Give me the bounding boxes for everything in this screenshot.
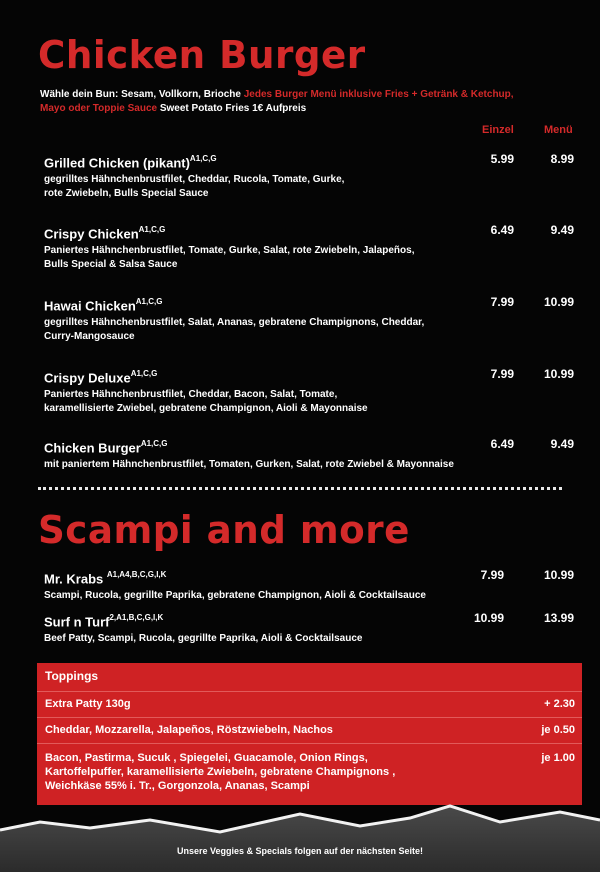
- dotted-divider: [38, 487, 562, 490]
- price-single: 6.49: [490, 437, 514, 451]
- price-single: 7.99: [490, 367, 514, 381]
- item-name: Surf n Turf: [44, 614, 110, 630]
- item-description: Paniertes Hähnchenbrustfilet, Cheddar, Bacon, Salat, Tomate,: [44, 389, 338, 401]
- chicken-burger-heading: Chicken Burger: [38, 33, 366, 77]
- menu-item-crispy-chicken: [44, 223, 574, 272]
- price-single: 6.49: [490, 223, 514, 237]
- topping-row-premium: [45, 751, 575, 793]
- price-menu: 10.99: [543, 367, 574, 381]
- item-description-2: Bulls Special & Salsa Sauce: [44, 259, 178, 271]
- price-menu: 13.99: [543, 611, 574, 625]
- item-name: Hawai Chicken: [44, 298, 136, 314]
- menu-item-surf-n-turf: [44, 611, 574, 646]
- price-menu: 9.49: [550, 223, 574, 237]
- scampi-heading: Scampi and more: [38, 508, 410, 552]
- toppings-box: [37, 663, 582, 805]
- allergen-codes: A1,C,G: [135, 297, 163, 306]
- column-single-header: Einzel: [482, 124, 514, 136]
- topping-text: Bacon, Pastirma, Sucuk , Spiegelei, Guacamole, Onion Rings,: [45, 752, 368, 764]
- item-description-2: rote Zwiebeln, Bulls Special Sauce: [44, 188, 209, 200]
- item-name: Mr. Krabs: [44, 571, 107, 587]
- topping-row-cheese: [45, 723, 575, 737]
- allergen-codes: 2,A1,B,C,G,I,K: [109, 613, 164, 622]
- item-description-2: Curry-Mangosauce: [44, 331, 135, 343]
- price-menu: 8.99: [550, 152, 574, 166]
- footer-note: Unsere Veggies & Specials folgen auf der nächsten Seite!: [176, 846, 424, 856]
- item-description: gegrilltes Hähnchenbrustfilet, Cheddar, Rucola, Tomate, Gurke,: [44, 174, 345, 186]
- toppings-title: Toppings: [45, 669, 99, 683]
- price-menu: 10.99: [543, 568, 574, 582]
- topping-price: je 0.50: [541, 724, 575, 736]
- price-single: 7.99: [480, 568, 504, 582]
- menu-info-text: Jedes Burger Menü inklusive Fries + Getränk & Ketchup, Mayo oder Toppie Sauce: [40, 89, 514, 114]
- allergen-codes: A1,C,G: [130, 369, 158, 378]
- price-single: 5.99: [490, 152, 514, 166]
- bun-choice-text: Wähle dein Bun: Sesam, Vollkorn, Brioche: [40, 89, 244, 100]
- topping-price: je 1.00: [541, 752, 575, 764]
- chalkboard-footer-graphic: [0, 800, 600, 872]
- item-name: Crispy Deluxe: [44, 370, 131, 386]
- topping-text: Cheddar, Mozzarella, Jalapeños, Röstzwiebeln, Nachos: [45, 724, 333, 736]
- menu-item-chicken-burger: [44, 437, 574, 472]
- sweet-potato-text: Sweet Potato Fries 1€ Aufpreis: [159, 103, 307, 114]
- allergen-codes: A1,C,G: [189, 154, 217, 163]
- price-menu: 10.99: [543, 295, 574, 309]
- item-description: Scampi, Rucola, gegrillte Paprika, gebratene Champignon, Aioli & Cocktailsauce: [44, 590, 426, 602]
- menu-item-grilled-chicken: [44, 152, 574, 201]
- item-name: Chicken Burger: [44, 440, 141, 456]
- item-description: mit paniertem Hähnchenbrustfilet, Tomaten, Gurken, Salat, rote Zwiebel & Mayonnaise: [44, 459, 454, 471]
- toppings-separator: [37, 743, 582, 744]
- topping-text-2: Kartoffelpuffer, karamellisierte Zwiebeln, gebratene Champignons ,: [45, 766, 396, 778]
- price-single: 10.99: [473, 611, 504, 625]
- menu-item-crispy-deluxe: [44, 367, 574, 416]
- toppings-separator: [37, 691, 582, 692]
- toppings-separator: [37, 717, 582, 718]
- price-single: 7.99: [490, 295, 514, 309]
- menu-item-hawai-chicken: [44, 295, 574, 344]
- item-description: Paniertes Hähnchenbrustfilet, Tomate, Gurke, Salat, rote Zwiebeln, Jalapeños,: [44, 245, 415, 257]
- topping-text-3: Weichkäse 55% i. Tr., Gorgonzola, Ananas, Scampi: [45, 780, 310, 792]
- intro-text: [40, 88, 520, 116]
- item-description: Beef Patty, Scampi, Rucola, gegrillte Paprika, Aioli & Cocktailsauce: [44, 633, 363, 645]
- allergen-codes: A1,C,G: [138, 225, 166, 234]
- topping-text: Extra Patty 130g: [45, 698, 131, 710]
- price-menu: 9.49: [550, 437, 574, 451]
- menu-item-mr-krabs: [44, 568, 574, 603]
- allergen-codes: A1,A4,B,C,G,I,K: [106, 570, 167, 579]
- item-name: Grilled Chicken (pikant): [44, 155, 190, 171]
- item-description: gegrilltes Hähnchenbrustfilet, Salat, Ananas, gebratene Champignons, Cheddar,: [44, 317, 425, 329]
- item-name: Crispy Chicken: [44, 226, 139, 242]
- topping-price: + 2.30: [544, 698, 575, 710]
- allergen-codes: A1,C,G: [140, 439, 168, 448]
- item-description-2: karamellisierte Zwiebel, gebratene Champignon, Aioli & Mayonnaise: [44, 403, 368, 415]
- column-menu-header: Menü: [544, 124, 573, 136]
- topping-row-extra-patty: [45, 697, 575, 711]
